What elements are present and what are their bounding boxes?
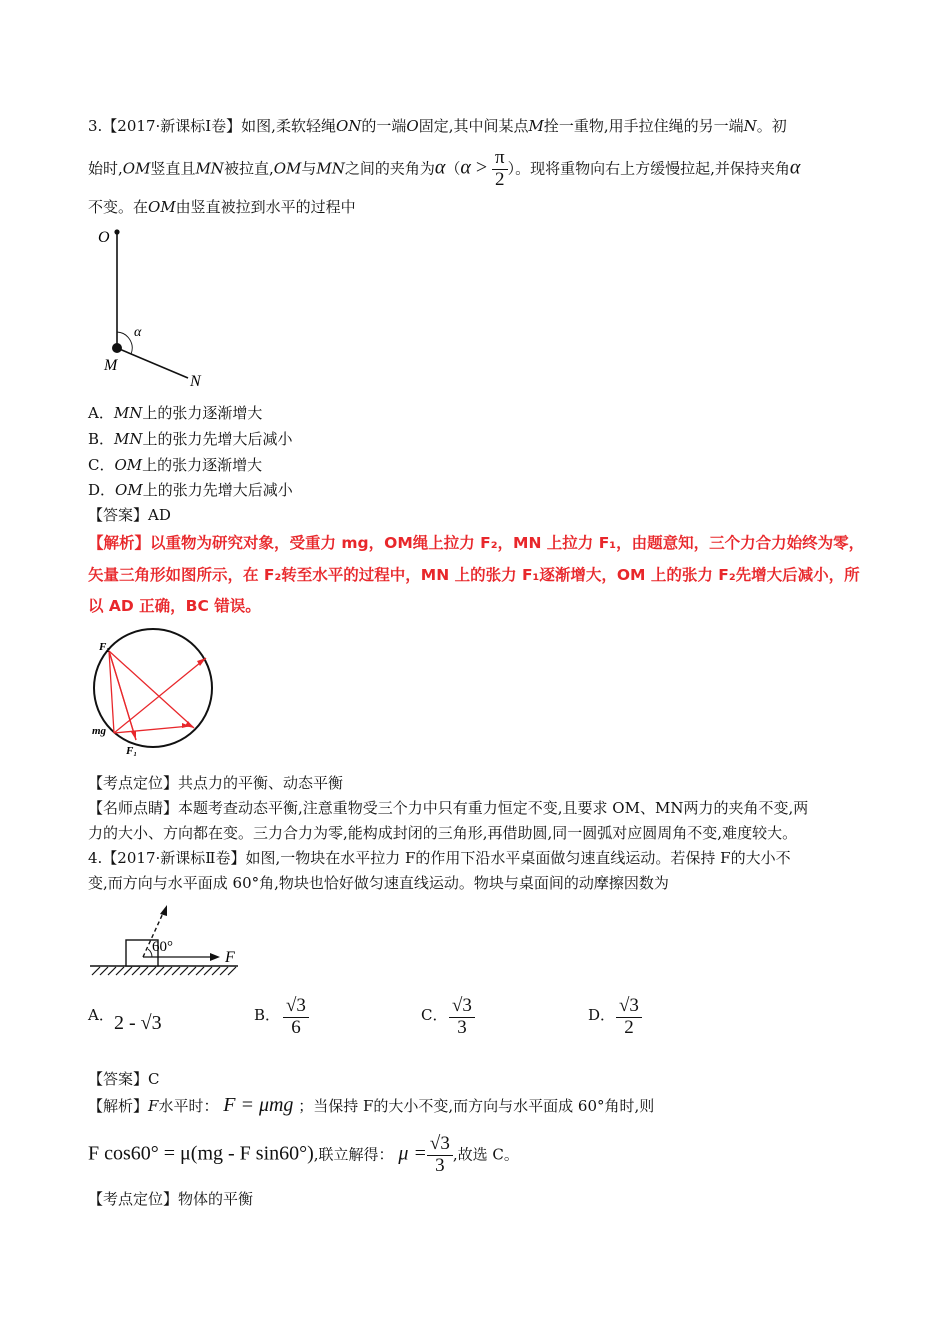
label-mg: mg [92, 725, 107, 737]
q3-option-d[interactable]: D．OM上的张力先增大后减小 [88, 481, 293, 499]
q4-analysis-line1: 【解析】F水平时： F = μmg ；当保持 F的大小不变,而方向与水平面成 60°角时,则 [88, 1094, 655, 1116]
q4-option-c-frac: $\frac{√3}{3}$ [449, 996, 475, 1039]
label-F: F [225, 949, 235, 966]
q4-answer: 【答案】C [88, 1070, 160, 1088]
mu-frac: $\frac{√3}{3}$ [427, 1134, 453, 1177]
q4-option-d-frac: $\frac{√3}{2}$ [616, 996, 642, 1039]
q3-kaodian: 【考点定位】共点力的平衡、动态平衡 [88, 774, 344, 792]
q3-answer: 【答案】AD [88, 506, 171, 524]
q3-stem-line1: 3.【2017·新课标Ⅰ卷】如图,柔软轻绳ON的一端O固定,其中间某点M拴一重物,用手拉住绳的另一端N。初 [88, 117, 787, 135]
pi-over-2: $\frac{\pi}{2}$ [492, 148, 508, 191]
q3-analysis-line1: 【解析】以重物为研究对象，受重力 mg，OM绳上拉力 F₂，MN 上拉力 F₁，由题意知，三个力合力始终为零， [88, 534, 865, 552]
q3-option-b[interactable]: B．MN上的张力先增大后减小 [88, 430, 293, 448]
q4-option-c[interactable]: C． [421, 1006, 448, 1024]
q3-mingshi-line1: 【名师点睛】本题考查动态平衡,注意重物受三个力中只有重力恒定不变,且要求 OM、MN两力的夹角不变,两 [88, 799, 809, 817]
block-figure [88, 895, 258, 985]
q3-analysis-line2: 矢量三角形如图所示，在 F₂转至水平的过程中，MN 上的张力 F₁逐渐增大，OM 上的张力 F₂先增大后减小，所 [88, 566, 860, 584]
q4-option-a-expr: 2 - √3 [114, 1012, 162, 1034]
q4-stem-line1: 4.【2017·新课标Ⅱ卷】如图,一物块在水平拉力 F的作用下沿水平桌面做匀速直线运动。若保持 F的大小不 [88, 849, 791, 867]
q4-stem-line2: 变,而方向与水平面成 60°角,物块也恰好做匀速直线运动。物块与桌面间的动摩擦因数为 [88, 874, 669, 892]
q4-option-b-frac: $\frac{√3}{6}$ [283, 996, 309, 1039]
weight-point [112, 343, 122, 353]
label-F2: F₂ [99, 641, 111, 653]
q3-option-a[interactable]: A．MN上的张力逐渐增大 [88, 404, 263, 422]
q3-analysis-line3: 以 AD 正确，BC 错误。 [88, 597, 261, 615]
q3-stem-line3: 不变。在OM由竖直被拉到水平的过程中 [88, 198, 356, 216]
label-M: M [104, 357, 118, 374]
q3-mingshi-line2: 力的大小、方向都在变。三力合力为零,能构成封闭的三角形,再借助圆,同一圆弧对应圆周角不变,难度较大。 [88, 824, 798, 842]
q4-option-b[interactable]: B． [254, 1006, 281, 1024]
label-O: O [98, 229, 110, 246]
q3-option-c[interactable]: C．OM上的张力逐渐增大 [88, 456, 263, 474]
vector-circle-figure [86, 622, 246, 772]
q4-option-d[interactable]: D． [588, 1006, 616, 1024]
rope-figure [90, 222, 310, 402]
label-alpha: α [134, 325, 142, 340]
q4-option-a[interactable]: A． [88, 1006, 114, 1024]
q3-stem-line2: 始时,OM竖直且MN被拉直,OM与MN之间的夹角为α（α > $\frac{\pi}{2}$ ）。现将重物向右上方缓慢拉起,并保持夹角α [88, 147, 801, 190]
label-60deg: 60° [152, 939, 173, 955]
q4-kaodian: 【考点定位】物体的平衡 [88, 1190, 254, 1208]
label-N: N [190, 373, 201, 390]
label-F1: F₁ [126, 745, 138, 757]
q4-analysis-line2: F cos60° = μ(mg - F sin60°),联立解得： μ = $\frac{√3}{3}$ ,故选 C。 [88, 1133, 519, 1176]
